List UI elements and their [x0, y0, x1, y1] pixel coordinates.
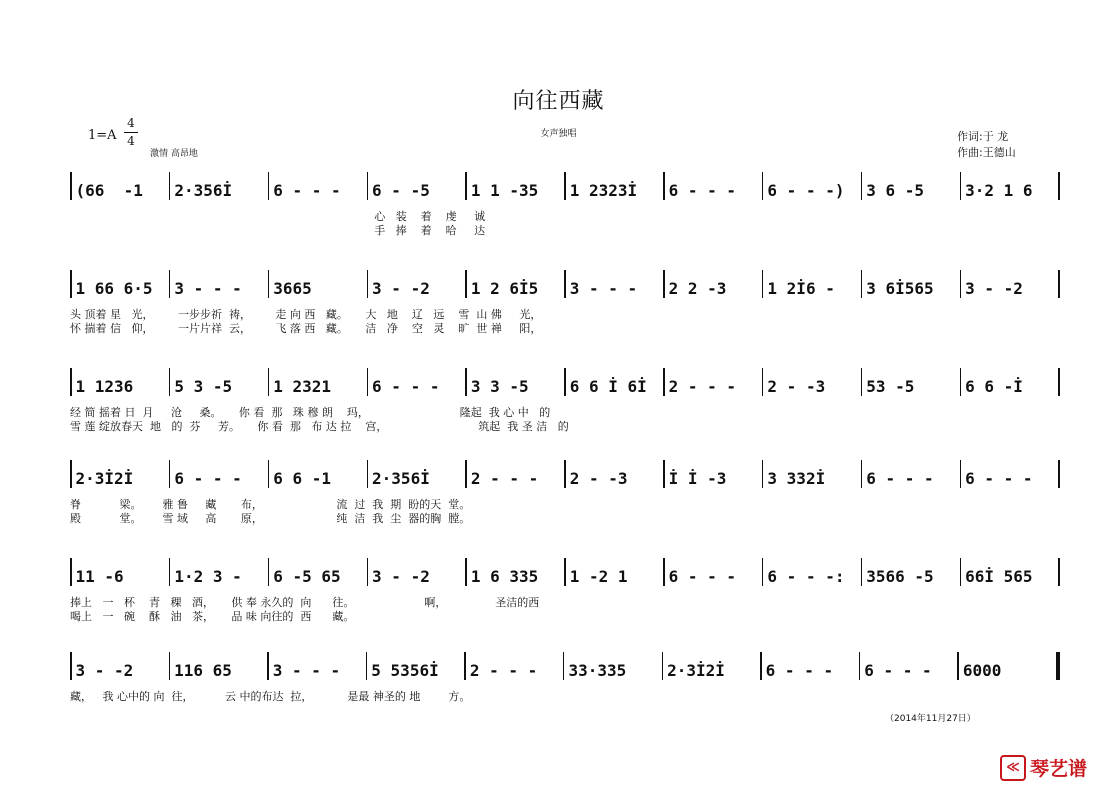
- measure: 6 - - -: [866, 469, 934, 488]
- measure: 1 2 6İ5: [470, 279, 539, 298]
- measure: 6 - - -): [767, 181, 845, 200]
- lyricist-credit: 作词:于 龙: [957, 130, 1009, 143]
- key-signature: 1=A: [88, 128, 117, 143]
- measure: 2 - -3: [767, 377, 826, 396]
- measure: 6 6 -1: [273, 469, 331, 488]
- measure: 2 2 -3: [668, 279, 727, 298]
- measure: 3 3 -5: [470, 377, 529, 396]
- measure: 3566 -5: [866, 567, 934, 586]
- measure: 2 - - -: [470, 469, 539, 488]
- measure: 6 - - -: [668, 567, 736, 586]
- lyric-line-2: 殿 堂。 雪 域 高 原， 纯 洁 我 尘 器的胸 膛。: [70, 512, 471, 525]
- measure: 6 - - -: [174, 469, 242, 488]
- lyric-line-1: 藏， 我 心中的 向 往， 云 中的布达 拉， 是最 神圣的 地 方。: [70, 690, 471, 703]
- measure: 3 - - -: [569, 279, 638, 298]
- lyric-line-1: 经 简 摇着 日 月 沧 桑。 你 看 那 珠 穆 朗 玛， 隆起 我 心 中 的: [70, 406, 551, 419]
- lyric-line-1: 头 顶着 星 光， 一步步祈 祷， 走 向 西 藏。 大 地 辽 远 雪 山 佛 光，: [70, 308, 542, 321]
- measure: 3 - - -: [174, 279, 242, 298]
- measure: 6 - - -: [372, 377, 440, 396]
- measure: 1 1236: [75, 377, 134, 396]
- measure: 6 - - -: [668, 181, 736, 200]
- measure: 1 66 6·5: [75, 279, 153, 298]
- measure: 11 -6: [75, 567, 124, 586]
- measure: 6 6 İ 6İ: [569, 377, 647, 396]
- measure: 2·3İ2İ: [667, 661, 725, 680]
- measure: 3 332İ: [767, 469, 826, 488]
- measure: 6 - -5: [372, 181, 430, 200]
- measure-row: [70, 650, 1060, 680]
- date-note: （2014年11月27日）: [885, 714, 976, 724]
- measure: 66İ 565: [965, 567, 1033, 586]
- measure: 3 6İ565: [866, 279, 934, 298]
- measure: 3 - -2: [372, 279, 430, 298]
- stave-3: [70, 366, 1060, 456]
- stave-1: [70, 170, 1060, 260]
- stave-4: [70, 458, 1060, 548]
- measure: 33·335: [568, 661, 627, 680]
- measure: 2·356İ: [372, 469, 430, 488]
- measure: 2 - -3: [569, 469, 628, 488]
- measure: 3 6 -5: [866, 181, 925, 200]
- measure: 6 6 -İ: [965, 377, 1023, 396]
- measure: 6 - - -: [965, 469, 1033, 488]
- barline: [1056, 652, 1060, 680]
- measure: 1·2 3 -: [174, 567, 242, 586]
- measure: 116 65: [174, 661, 232, 680]
- performance-note: 女声独唱: [540, 129, 577, 139]
- measure: 1 1 -35: [470, 181, 539, 200]
- measure-row: [70, 366, 1060, 396]
- measure: 3 - -2: [965, 279, 1023, 298]
- measure: 1 2321: [273, 377, 331, 396]
- barline: [1058, 172, 1060, 200]
- logo-text: 琴艺谱: [1030, 758, 1088, 780]
- measure: 1 -2 1: [569, 567, 628, 586]
- measure: 6 -5 65: [273, 567, 341, 586]
- lyric-line-2: 喝上 一 碗 酥 油 茶， 品 味 向往的 西 藏。: [70, 610, 355, 623]
- measure: 3 - -2: [75, 661, 134, 680]
- measure: 6 - - -:: [767, 567, 845, 586]
- lyric-line-1: 捧上 一 杯 青 稞 酒， 供 奉 永久的 向 往。 啊， 圣洁的西: [70, 596, 540, 609]
- measure: 3665: [273, 279, 312, 298]
- song-title: 向往西藏: [512, 89, 605, 114]
- measure: 6 - - -: [765, 661, 834, 680]
- measure: 3 - -2: [372, 567, 430, 586]
- measure: 6 - - -: [273, 181, 341, 200]
- measure: 6000: [962, 661, 1002, 680]
- measure: 1 6 335: [470, 567, 539, 586]
- barline: [1058, 460, 1060, 488]
- site-logo[interactable]: [1000, 754, 1087, 781]
- measure: 53 -5: [866, 377, 915, 396]
- measure: 2·356İ: [174, 181, 233, 200]
- measure: 3·2 1 6: [965, 181, 1033, 200]
- time-signature-top: 4: [127, 116, 135, 130]
- measure-row: [70, 458, 1060, 488]
- tempo-marking: 激情 高昂地: [150, 149, 198, 159]
- measure: İ İ -3: [668, 469, 727, 488]
- lyric-line-2: 怀 揣着 信 仰， 一片片祥 云， 飞 落 西 藏。 洁 净 空 灵 旷 世 禅 阳，: [70, 322, 542, 335]
- barline: [1058, 558, 1060, 586]
- stave-2: [70, 268, 1060, 358]
- stave-6: [70, 650, 1060, 740]
- lyric-line-1: 心 装 着 虔 诚: [70, 210, 486, 223]
- measure: 2·3İ2İ: [75, 469, 134, 488]
- measure: 1 2İ6 -: [767, 279, 835, 298]
- time-signature-bottom: 4: [127, 134, 135, 148]
- stave-5: [70, 556, 1060, 646]
- composer-credit: 作曲:王德山: [957, 146, 1016, 159]
- lyric-line-2: 手 捧 着 哈 达: [70, 224, 486, 237]
- measure-row: [70, 268, 1060, 298]
- measure: (66 -1: [75, 181, 143, 200]
- measure: 3 - - -: [272, 661, 341, 680]
- measure: 5 3 -5: [174, 377, 233, 396]
- measure: 5 5356İ: [371, 661, 439, 680]
- measure-row: [70, 556, 1060, 586]
- barline: [1058, 270, 1060, 298]
- measure: 1 2323İ: [569, 181, 638, 200]
- lyric-line-1: 脊 梁。 雅 鲁 藏 布， 流 过 我 期 盼的天 堂。: [70, 498, 471, 511]
- lyric-line-2: 雪 莲 绽放春天 地 的 芬 芳。 你 看 那 布 达 拉 宫， 筑起 我 圣 洁 的: [70, 420, 569, 433]
- barline: [1058, 368, 1060, 396]
- measure: 2 - - -: [668, 377, 736, 396]
- logo-mark-icon: ≪: [1000, 755, 1026, 781]
- measure-row: [70, 170, 1060, 200]
- measure: 2 - - -: [469, 661, 538, 680]
- measure: 6 - - -: [864, 661, 932, 680]
